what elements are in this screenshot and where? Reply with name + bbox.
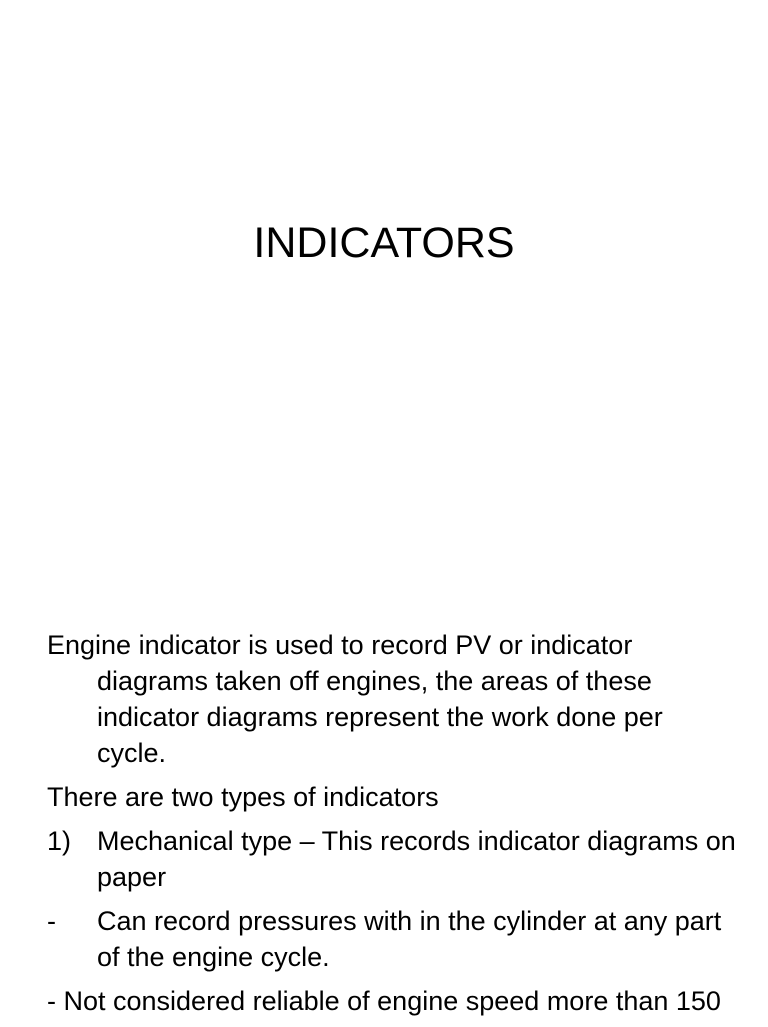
body-paragraph: There are two types of indicators bbox=[47, 782, 439, 812]
slide-body bbox=[47, 627, 737, 1027]
list-marker: 1) bbox=[47, 826, 72, 856]
body-paragraph: Engine indicator is used to record PV or indicator diagrams taken off engines, the areas of these indicator diagrams represent the work done per cycle. bbox=[47, 630, 663, 768]
body-paragraph: - Not considered reliable of engine speed more than 150 bbox=[47, 986, 721, 1016]
list-item bbox=[47, 903, 737, 975]
slide-title: INDICATORS bbox=[253, 219, 515, 267]
list-item bbox=[47, 823, 737, 895]
list-marker: - bbox=[47, 906, 56, 936]
list-item-text: Mechanical type – This records indicator diagrams on paper bbox=[97, 826, 736, 892]
list-item-text: Can record pressures with in the cylinder at any part of the engine cycle. bbox=[97, 906, 722, 972]
